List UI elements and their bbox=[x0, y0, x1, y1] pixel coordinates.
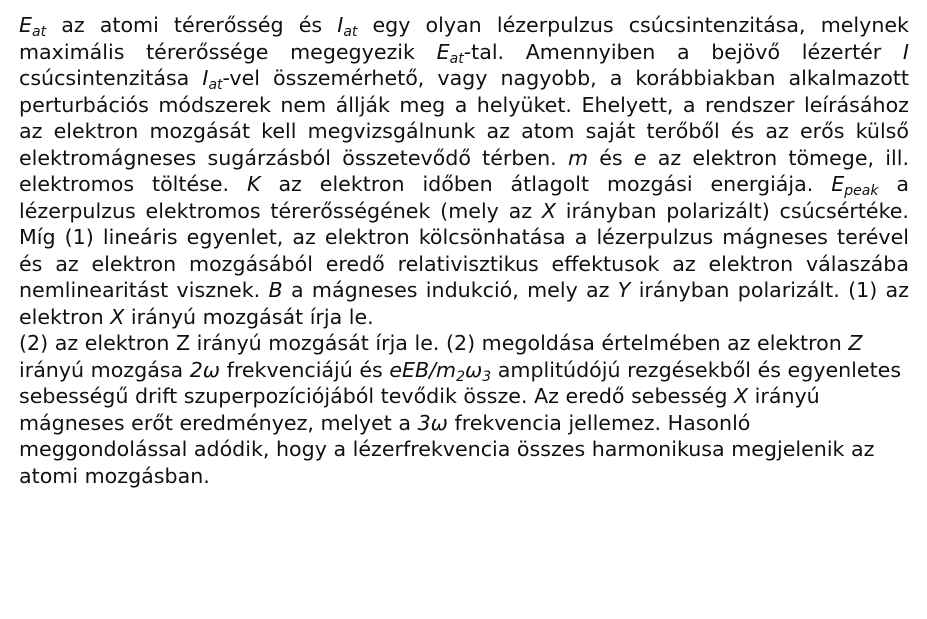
italic-run: I bbox=[337, 13, 344, 37]
italic-run: Y bbox=[617, 278, 631, 302]
italic-run: 3ω bbox=[417, 410, 448, 435]
subscript-run: peak bbox=[844, 182, 879, 199]
italic-run: X bbox=[733, 384, 749, 408]
subscript-run: at bbox=[343, 23, 358, 40]
italic-run: X bbox=[110, 304, 125, 329]
italic-run: E bbox=[436, 39, 450, 64]
text-run: csúcsintenzitása bbox=[19, 66, 203, 90]
text-run: az elektron tömege, ill. elektromos töltése. bbox=[19, 145, 910, 196]
text-run: irányú mozgását írja le. bbox=[124, 304, 374, 329]
text-run: irányban polarizált) csúcsértéke. Míg (1) lineáris egyenlet, az elektron kölcsönhatása a lézerpulzus mágneses terével és az elektron mozgásából eredő relativisztikus effektusok az elektron válaszába nemlinearitást visznek. bbox=[19, 198, 909, 302]
italic-run: I bbox=[202, 66, 209, 90]
paragraph-1 bbox=[19, 12, 909, 330]
text-run: és bbox=[588, 145, 634, 170]
text-run: a mágneses indukció, mely az bbox=[282, 278, 618, 302]
italic-run: E bbox=[19, 13, 33, 37]
text-run: -vel összemérhető, vagy nagyobb, a korábbiakban alkalmazott perturbációs módszerek nem állják meg a helyüket. Ehelyett, a rendszer leírásához az elektron mozgását kell megvizsgálnunk az atom saját terőből és az erős külső elektromágneses sugárzásból összetevődő térben. bbox=[19, 66, 909, 170]
text-run: egy olyan lézerpulzus csúcsintenzitása, melynek maximális térerőssége megegyezik bbox=[19, 13, 909, 64]
italic-run: X bbox=[541, 198, 556, 223]
text-run: irányban polarizált. (1) az elektron bbox=[19, 278, 909, 329]
text-run: amplitúdójú rezgésekből és egyenletes sebességű drift szuperpozíciójából tevődik össze. Az eredő sebesség bbox=[19, 357, 902, 408]
text-run: a lézerpulzus elektromos térerősségének (mely az bbox=[19, 172, 909, 223]
italic-run: eEB/m bbox=[389, 357, 457, 382]
text-run: frekvenciájú és bbox=[220, 357, 390, 382]
text-run: az elektron időben átlagolt mozgási energiája. bbox=[260, 172, 832, 196]
italic-run: K bbox=[247, 172, 261, 196]
italic-run: B bbox=[268, 278, 283, 302]
subscript-run: 2 bbox=[456, 368, 466, 385]
subscript-run: at bbox=[208, 76, 223, 93]
subscript-run: 3 bbox=[482, 368, 492, 385]
text-run: (2) az elektron Z irányú mozgását írja le. (2) megoldása értelmében az elektron bbox=[19, 331, 849, 355]
subscript-run: at bbox=[32, 23, 47, 40]
italic-run: e bbox=[633, 145, 647, 170]
text-run: az atomi térerősség és bbox=[46, 13, 338, 37]
italic-run: I bbox=[902, 39, 909, 64]
italic-run: 2ω bbox=[189, 357, 221, 382]
italic-run: E bbox=[831, 172, 845, 196]
text-run: -tal. Amennyiben a bejövő lézertér bbox=[463, 39, 903, 64]
italic-run: Z bbox=[848, 331, 863, 355]
italic-run: ω bbox=[465, 357, 483, 382]
text-run: frekvencia jellemez. Hasonló meggondolással adódik, hogy a lézerfrekvencia összes harmonikusa megjelenik az atomi mozgásban. bbox=[19, 410, 875, 488]
text-run: irányú mozgása bbox=[19, 357, 190, 382]
italic-run: m bbox=[567, 145, 589, 170]
text-run: irányú mágneses erőt eredményez, melyet a bbox=[19, 384, 820, 435]
subscript-run: at bbox=[449, 50, 464, 67]
paragraph-2 bbox=[19, 330, 909, 489]
